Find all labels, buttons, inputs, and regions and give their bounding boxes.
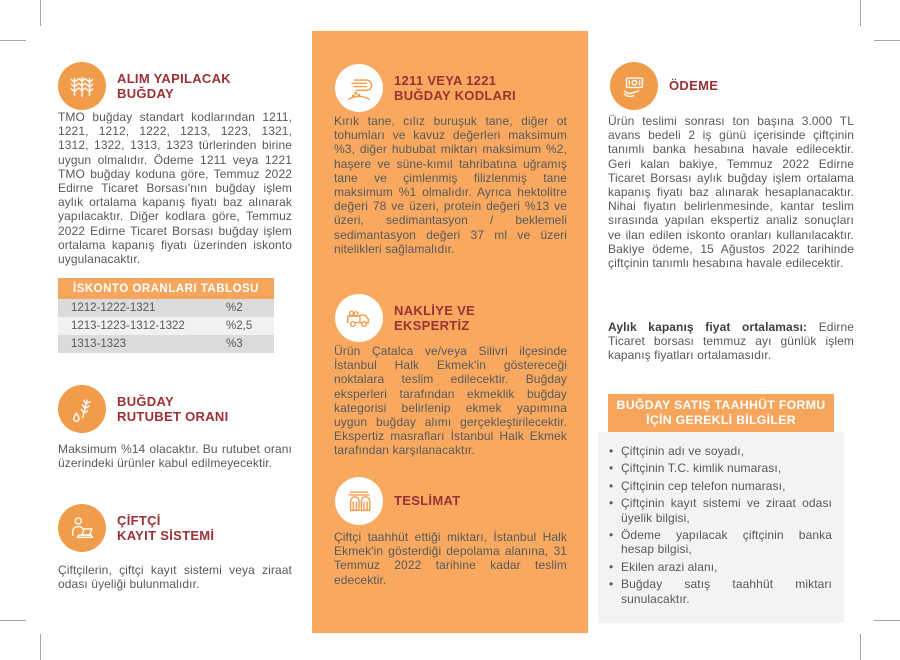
crop-mark: [0, 620, 26, 621]
section-title: [117, 71, 231, 102]
list-item: • Buğday satış taahhüt miktarı sunulacaktır.: [608, 577, 832, 606]
crop-mark: [40, 0, 41, 26]
title-line: ALIM YAPILACAK: [117, 70, 231, 86]
section-title: [669, 78, 718, 94]
section-odeme: [610, 62, 718, 110]
note-body: Edirne Ticaret borsası temmuz ayı günlük işlem kapanış fiyatları ortalamasıdır.: [608, 320, 854, 363]
title-line: BUĞDAY KODLARI: [394, 88, 516, 103]
paragraph-alim-yapilacak: TMO buğday standart kodlarından 1211, 1221, 1212, 1222, 1213, 1223, 1321, 1312, 1322, 1313, 1323 türlerinden birine uygun olmalıdır. Ödeme 1211 veya 1221 TMO buğday koduna göre, Temmuz 2022 Edirne Ticaret Borsası'nın buğday işlem aylık ortalama kapanış fiyatı baz alınarak yapılacaktır. Diğer kodlara göre, Temmuz 2022 Edirne Ticaret Borsası buğday işlem ortalama kapanış fiyatı üzerinden iskonto uygulanacaktır.: [58, 110, 292, 267]
note-lead: Aylık kapanış fiyat ortalaması:: [608, 320, 819, 334]
crop-mark: [860, 0, 861, 26]
title-line: TESLİMAT: [394, 493, 461, 509]
paragraph-nakliye: Ürün Çatalca ve/veya Silivri ilçesinde İstanbul Halk Ekmek'in göstereceği noktalara teslim edilecektir. Buğday eksperleri tarafından ekmeklik buğday kategorisi belirlenip ekmek yapımına uygun buğday alımı gerçekleştirilecektir. Ekspertiz masrafları İstanbul Halk Ekmek tarafından karşılanacaktır.: [334, 344, 567, 458]
wheat-moisture-icon: [58, 385, 106, 433]
silo-icon: [335, 477, 383, 525]
section-bugday-rutubet-orani: [58, 385, 229, 433]
iskonto-table: [58, 278, 274, 353]
iskonto-table-header: İSKONTO ORANLARI TABLOSU: [58, 278, 274, 299]
list-item: • Çiftçinin cep telefon numarası,: [608, 479, 832, 493]
paragraph-odeme: Ürün teslimi sonrası ton başına 3.000 TL avans bedeli 2 iş günü içerisinde çiftçinin tanımlı banka hesabına havale edilecektir. Geri kalan bakiye, Temmuz 2022 Edirne Ticaret Borsası aylık buğday işlem ortalama kapanış fiyatı baz alınarak hesaplanacaktır. Nihai fiyatın belirlenmesinde, kantar teslim sırasında yapılan ekspertiz analiz sonuçları ve ilan edilen iskonto oranları kullanılacaktır. Bakiye ödeme, 15 Ağustos 2022 tarihinde çiftçinin tanımlı hesabına havale edilecektir.: [608, 114, 854, 271]
title-line: ÖDEME: [669, 78, 719, 94]
title-line: 1211 VEYA 1221: [394, 72, 497, 88]
list-item: • Ekilen arazi alanı,: [608, 560, 832, 574]
wheat-icon: [58, 62, 106, 110]
list-item: • Çiftçinin T.C. kimlik numarası,: [608, 461, 832, 475]
farmer-registry-icon: [58, 504, 106, 552]
section-nakliye-ekspertiz: [335, 294, 475, 342]
list-item: • Çiftçinin kayıt sistemi ve ziraat odası üyelik bilgisi,: [608, 496, 832, 525]
section-title: [117, 513, 214, 544]
rate-cell: %2,5: [226, 320, 253, 332]
truck-icon: [335, 294, 383, 342]
table-row: [58, 299, 274, 317]
code-cell: 1213-1223-1312-1322: [71, 320, 185, 332]
paragraph-teslimat: Çiftçi taahhüt ettiği miktarı, İstanbul Halk Ekmek'in gösterdiği depolama alanına, 31 Temmuz 2022 tarihine kadar teslim edecektir.: [334, 530, 567, 587]
required-info-list: [598, 432, 844, 623]
paragraph-bugday-kodlari: Kırık tane, cılız buruşuk tane, diğer ot tohumları ve kavuz değerleri maksimum %3, diğer hububat miktarı maksimum %2, haşere ve süne-kımıl tahribatına uğramış tane ve çimlenmiş filizlenmiş tane maksimum %1 olmalıdır. Ayrıca hektolitre değeri 78 ve üzeri, protein değeri %13 ve üzeri, sedimantasyon / beklemeli sedimantasyon değeri 37 ml ve üzeri nitelikleri sağlamalıdır.: [334, 114, 567, 256]
required-info-title: [608, 394, 834, 432]
code-cell: 1313-1323: [71, 338, 126, 350]
title-line: ÇİFTÇİ: [117, 512, 161, 528]
section-alim-yapilacak-bugday: [58, 62, 231, 110]
table-row: [58, 335, 274, 353]
monthly-average-note: [608, 320, 854, 363]
section-title: [394, 493, 460, 509]
title-line: BUĞDAY: [117, 86, 174, 101]
section-teslimat: [335, 477, 460, 525]
title-line: KAYIT SİSTEMİ: [117, 528, 215, 543]
crop-mark: [40, 634, 41, 660]
table-row: [58, 317, 274, 335]
rate-cell: %2: [226, 302, 243, 314]
hand-sowing-seeds-icon: [335, 64, 383, 112]
section-bugday-kodlari: [335, 64, 516, 112]
section-title: [394, 303, 475, 334]
crop-mark: [0, 40, 26, 41]
crop-mark: [874, 620, 900, 621]
rate-cell: %3: [226, 338, 243, 350]
title-line: BUĞDAY: [117, 393, 174, 409]
paragraph-rutubet: Maksimum %14 olacaktır. Bu rutubet oranı üzerindeki ürünler kabul edilmeyecektir.: [58, 442, 292, 471]
title-line: NAKLİYE VE: [394, 302, 476, 318]
section-title: [117, 394, 229, 425]
required-info-box: [598, 394, 844, 623]
section-ciftci-kayit-sistemi: [58, 504, 214, 552]
section-title: [394, 73, 516, 104]
paragraph-ciftci-kayit: Çiftçilerin, çiftçi kayıt sistemi veya ziraat odası üyeliği bulunmalıdır.: [58, 563, 292, 592]
list-item: • Ödeme yapılacak çiftçinin banka hesap bilgisi,: [608, 528, 832, 557]
list-item: • Çiftçinin adı ve soyadı,: [608, 444, 832, 458]
title-line: BUĞDAY SATIŞ TAAHHÜT FORMU: [616, 398, 826, 412]
crop-mark: [860, 634, 861, 660]
title-line: EKSPERTİZ: [394, 318, 470, 333]
payment-icon: [610, 62, 658, 110]
crop-mark: [874, 40, 900, 41]
title-line: İÇİN GEREKLİ BİLGİLER: [646, 413, 796, 427]
code-cell: 1212-1222-1321: [71, 302, 156, 314]
title-line: RUTUBET ORANI: [117, 409, 229, 424]
